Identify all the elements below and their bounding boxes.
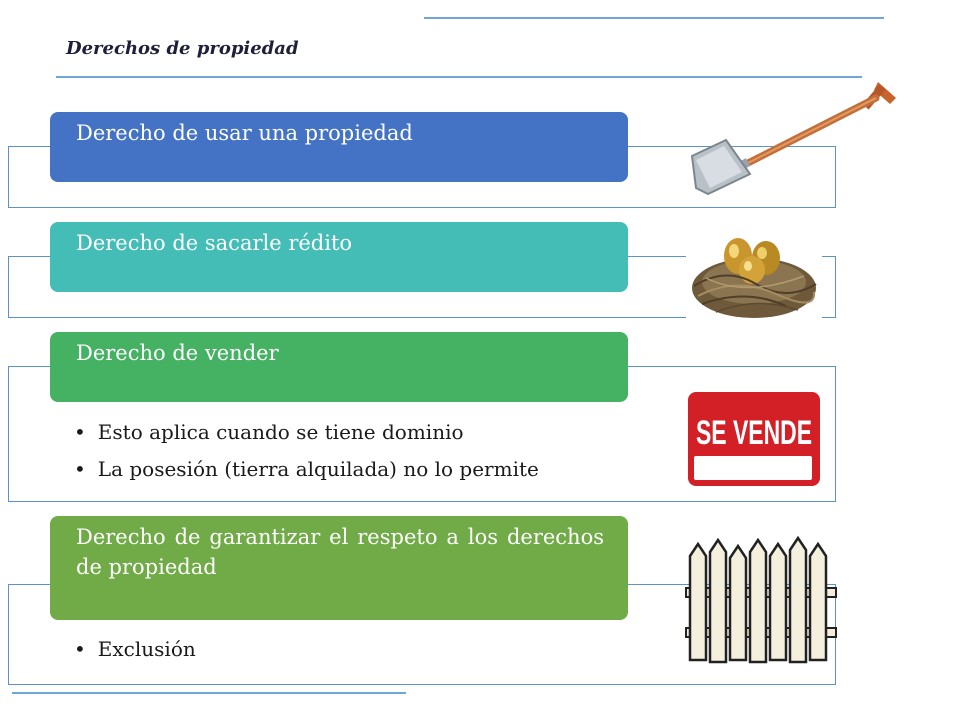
picket-fence-image [686,536,838,666]
list-item: • Esto aplica cuando se tiene dominio [74,414,539,451]
right-income-heading: Derecho de sacarle rédito [50,222,628,292]
se-vende-sign-label: SE VENDE [696,414,812,452]
right-guarantee-heading: Derecho de garantizar el respeto a los derechos de propiedad [50,516,628,620]
list-item: • Exclusión [74,631,196,668]
right-guarantee-bullets [74,631,196,668]
right-sell-heading: Derecho de vender [50,332,628,402]
se-vende-sign-image [686,390,822,488]
bottom-rule [12,692,406,694]
top-rule [424,17,884,19]
list-item: • La posesión (tierra alquilada) no lo permite [74,451,539,488]
right-sell-bullets [74,414,539,488]
shovel-image [686,76,900,200]
page-title: Derechos de propiedad [66,38,299,59]
golden-eggs-nest-image [686,226,822,324]
right-use-heading: Derecho de usar una propiedad [50,112,628,182]
